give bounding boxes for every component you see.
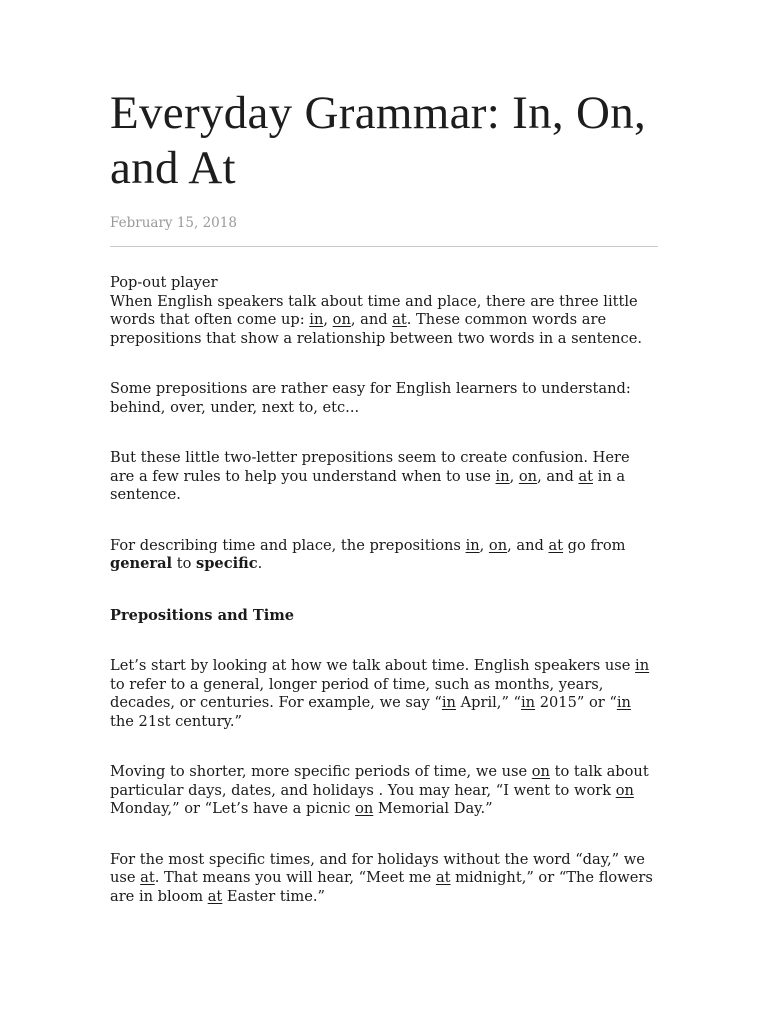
text-run: , <box>509 467 519 485</box>
keyword-in: in <box>465 536 480 554</box>
keyword-in: in <box>616 694 631 711</box>
paragraph-easy-prepositions: Some prepositions are rather easy for English learners to understand: behind, over, under, next to, etc... <box>110 380 631 416</box>
text-run: , and <box>537 467 579 485</box>
paragraph-time-in <box>110 657 658 731</box>
text-run: But these little two-letter prepositions seem to create confusion. Here are a few rules to help you understand when to use <box>110 449 630 485</box>
keyword-on: on <box>355 800 374 817</box>
text-run: April,” “ <box>455 694 521 711</box>
emphasis-specific: specific <box>196 555 258 572</box>
text-run: , and <box>507 536 549 554</box>
text-run: . These common words are prepositions that show a relationship between two words in a sentence. <box>110 311 643 347</box>
keyword-in: in <box>495 467 510 485</box>
keyword-on: on <box>488 536 508 554</box>
text-run: Moving to shorter, more specific periods of time, we use <box>110 763 532 780</box>
text-run: , <box>479 536 489 554</box>
text-run: Monday,” or “Let’s have a picnic <box>110 800 356 817</box>
text-run: 2015” or “ <box>535 694 617 711</box>
text-run: to refer to a general, longer period of time, such as months, years, decades, or centuries. For example, we say “ <box>110 675 604 711</box>
text-run: , <box>323 311 333 328</box>
text-run: Easter time.” <box>222 887 326 905</box>
text-run: in a sentence. <box>110 467 626 503</box>
section-heading: Prepositions and Time <box>110 606 295 624</box>
paragraph-intro <box>110 293 658 349</box>
keyword-at: at <box>435 869 451 886</box>
text-run: For the most specific times, and for holidays without the word “day,” we use <box>110 850 645 886</box>
keyword-on: on <box>615 781 634 799</box>
text-run: to talk about particular days, dates, and holidays . You may hear, “I went to work <box>110 763 649 799</box>
text-run: , and <box>350 311 393 328</box>
keyword-on: on <box>531 763 550 780</box>
keyword-at: at <box>578 467 594 485</box>
text-run: go from <box>563 536 626 554</box>
text-run: the 21st century.” <box>110 712 242 730</box>
emphasis-general: general <box>110 555 173 572</box>
keyword-in: in <box>521 694 536 711</box>
text-run: to <box>172 555 197 572</box>
article-body <box>110 274 658 906</box>
article <box>110 0 658 906</box>
keyword-in: in <box>309 311 324 328</box>
keyword-in: in <box>441 694 456 711</box>
text-run: Memorial Day.” <box>373 800 493 817</box>
text-run: midnight,” or “The flowers are in bloom <box>110 869 653 905</box>
pop-out-player-link[interactable]: Pop-out player <box>110 274 218 291</box>
paragraph-confusion <box>110 449 658 505</box>
text-run: For describing time and place, the prepositions <box>110 536 466 554</box>
paragraph-general-to-specific <box>110 537 658 574</box>
text-run: Let’s start by looking at how we talk about time. English speakers use <box>110 657 636 674</box>
paragraph-time-on <box>110 763 658 819</box>
keyword-on: on <box>332 311 351 328</box>
keyword-at: at <box>548 536 564 554</box>
divider <box>110 246 658 247</box>
publish-date: February 15, 2018 <box>110 215 237 231</box>
text-run: When English speakers talk about time and place, there are three little words that often come up: <box>110 292 638 328</box>
keyword-on: on <box>518 467 538 485</box>
keyword-in: in <box>635 657 650 674</box>
keyword-at: at <box>207 887 223 905</box>
text-run: . That means you will hear, “Meet me <box>154 869 436 886</box>
text-run: . <box>257 555 263 572</box>
keyword-at: at <box>140 869 155 886</box>
article-title: Everyday Grammar: In, On, and At <box>110 87 647 194</box>
keyword-at: at <box>392 311 407 328</box>
paragraph-time-at <box>110 851 658 907</box>
